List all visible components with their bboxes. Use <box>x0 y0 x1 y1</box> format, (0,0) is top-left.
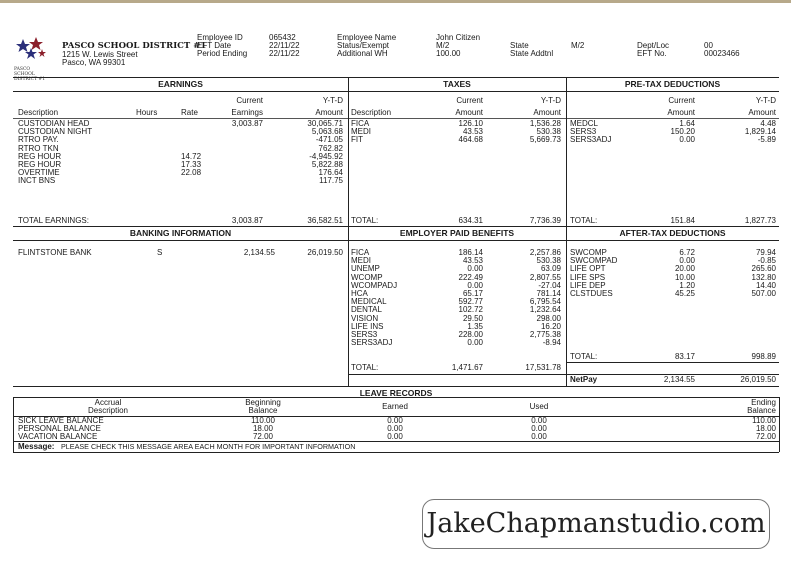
dept-loc: 00 <box>704 41 713 50</box>
list-item: UNEMP <box>351 264 380 274</box>
list-item: CUSTODIAN HEAD <box>18 119 90 128</box>
pretax-desc-col <box>570 120 611 145</box>
pretax-total-current: 151.84 <box>670 216 695 225</box>
list-item: 117.75 <box>319 176 343 186</box>
list-item: 79.94 <box>755 248 776 257</box>
list-item: 265.60 <box>751 264 776 274</box>
address-line-2: Pasco, WA 99301 <box>62 58 126 67</box>
taxes-col-current-top: Current <box>456 96 483 105</box>
list-item: 1.20 <box>679 280 695 290</box>
divider <box>779 397 780 452</box>
list-item: 16.20 <box>540 321 561 331</box>
status-value: M/2 <box>436 41 450 50</box>
leave-desc-col <box>18 417 104 442</box>
additional-wh: 100.00 <box>436 49 461 58</box>
netpay-current: 2,134.55 <box>663 375 695 384</box>
leave-col-beginning-bottom: Balance <box>248 406 278 415</box>
list-item: SERS3ADJ <box>570 135 612 145</box>
leave-title: LEAVE RECORDS <box>359 388 433 398</box>
benefits-total-current: 1,471.67 <box>451 363 483 372</box>
list-item: MEDCL <box>570 119 599 128</box>
list-item: LIFE SPS <box>570 272 606 282</box>
leave-col-beginning-top: Beginning <box>245 398 281 407</box>
col-current-top: Current <box>236 96 263 105</box>
list-item: -27.04 <box>538 280 561 290</box>
list-item: MEDICAL <box>351 297 387 307</box>
employee-id: 065432 <box>269 33 296 42</box>
list-item: 20.00 <box>674 264 695 274</box>
dept-loc-label: Dept/Loc <box>637 41 670 50</box>
taxes-col-ytd-bottom: Amount <box>533 108 561 117</box>
list-item: 530.38 <box>536 256 561 266</box>
district-logo <box>14 37 48 82</box>
aftertax-total-label: TOTAL: <box>570 352 598 361</box>
status-label: Status/Exempt <box>337 41 390 50</box>
address-line-1: 1215 W. Lewis Street <box>62 50 138 59</box>
list-item: 65.17 <box>462 288 483 298</box>
taxes-total-current: 634.31 <box>458 216 483 225</box>
pretax-col-ytd-top: Y-T-D <box>755 96 776 105</box>
divider <box>13 118 779 119</box>
list-item: LIFE DEP <box>570 280 606 290</box>
employer-benefits-title: EMPLOYER PAID BENEFITS <box>399 228 515 238</box>
divider <box>13 91 779 92</box>
banking-title: BANKING INFORMATION <box>129 228 232 238</box>
leave-col-ending-bottom: Balance <box>747 406 776 415</box>
divider <box>13 77 779 78</box>
total-earnings-label: TOTAL EARNINGS: <box>18 216 89 225</box>
table-row: 0.00 <box>531 416 547 425</box>
pretax-total-label: TOTAL: <box>570 216 598 225</box>
list-item: 1,536.28 <box>529 119 561 128</box>
list-item: SERS3ADJ <box>351 338 393 348</box>
list-item: -5.89 <box>757 135 776 145</box>
list-item: 1,232.64 <box>529 305 561 315</box>
bank-ytd: 26,019.50 <box>307 248 343 257</box>
list-item: 43.53 <box>462 127 483 137</box>
divider <box>13 226 779 227</box>
list-item: 1.64 <box>679 119 695 128</box>
list-item: FICA <box>351 119 370 128</box>
earnings-ytd-col <box>283 120 343 186</box>
list-item: 22.08 <box>181 168 202 178</box>
list-item <box>181 136 201 144</box>
col-current-bottom: Earnings <box>231 108 263 117</box>
taxes-desc-col <box>351 120 371 145</box>
col-ytd-top: Y-T-D <box>322 96 343 105</box>
divider <box>13 452 779 453</box>
list-item: MEDI <box>351 127 371 137</box>
leave-col-used: Used <box>529 402 549 411</box>
aftertax-total-current: 83.17 <box>674 352 695 361</box>
divider <box>566 362 779 363</box>
list-item: 126.10 <box>458 119 483 128</box>
list-item: 5,669.73 <box>529 135 561 145</box>
list-item: 10.00 <box>674 272 695 282</box>
list-item: 781.14 <box>536 288 561 298</box>
col-description: Description <box>18 108 59 117</box>
pretax-col-ytd-bottom: Amount <box>748 108 776 117</box>
aftertax-ytd-col <box>713 249 776 298</box>
leave-earned-col <box>355 417 435 442</box>
table-row: 110.00 <box>752 416 776 425</box>
pretax-title: PRE-TAX DEDUCTIONS <box>624 79 721 89</box>
benefits-desc-col <box>351 249 397 347</box>
pretax-current-col <box>643 120 695 145</box>
table-row: 0.00 <box>531 432 547 442</box>
list-item: 222.49 <box>458 272 483 282</box>
earnings-title: EARNINGS <box>158 79 203 89</box>
list-item: 0.00 <box>467 264 483 274</box>
leave-used-col <box>499 417 579 442</box>
table-row: 18.00 <box>755 424 776 434</box>
list-item: LIFE INS <box>351 321 384 331</box>
list-item: 762.82 <box>318 143 343 153</box>
benefits-total-ytd: 17,531.78 <box>525 363 561 372</box>
taxes-ytd-col <box>501 120 561 145</box>
aftertax-title: AFTER-TAX DEDUCTIONS <box>619 228 726 238</box>
bank-name: FLINTSTONE BANK <box>18 248 92 257</box>
eft-no-label: EFT No. <box>637 49 667 58</box>
list-item: HCA <box>351 288 368 298</box>
list-item: OVERTIME <box>18 168 60 178</box>
pretax-ytd-col <box>713 120 776 145</box>
earnings-rate-col <box>181 120 201 186</box>
district-name: PASCO SCHOOL DISTRICT #1 <box>62 41 207 51</box>
list-item: 45.25 <box>674 288 695 298</box>
period-ending-label: Period Ending <box>197 49 248 58</box>
list-item: SWCOMP <box>570 248 607 257</box>
divider <box>13 240 779 241</box>
taxes-col-description: Description <box>351 108 392 117</box>
list-item: 150.20 <box>670 127 695 137</box>
list-item: SERS3 <box>570 127 597 137</box>
employee-name: John Citizen <box>436 33 481 42</box>
list-item: MEDI <box>351 256 371 266</box>
divider <box>13 397 14 452</box>
list-item: 14.72 <box>181 151 202 161</box>
list-item: VISION <box>351 313 379 323</box>
leave-col-ending-top: Ending <box>751 398 776 407</box>
list-item: 2,775.38 <box>529 329 561 339</box>
eft-date-label: EFT Date <box>197 41 232 50</box>
taxes-total-ytd: 7,736.39 <box>529 216 561 225</box>
eft-date: 22/11/22 <box>269 41 300 50</box>
table-row: 72.00 <box>252 432 274 442</box>
leave-col-earned: Earned <box>382 402 408 411</box>
table-row: 0.00 <box>531 424 547 434</box>
earnings-desc-col <box>18 120 92 186</box>
col-ytd-bottom: Amount <box>315 108 343 117</box>
list-item: CUSTODIAN NIGHT <box>18 127 93 137</box>
list-item: -8.94 <box>542 338 561 348</box>
stars-logo-icon <box>14 37 48 67</box>
list-item: 298.00 <box>536 313 561 323</box>
list-item: 0.00 <box>679 135 695 145</box>
bank-current: 2,134.55 <box>243 248 275 257</box>
watermark: JakeChapmanstudio.com <box>422 499 770 549</box>
col-rate: Rate <box>181 108 198 117</box>
message-text: PLEASE CHECK THIS MESSAGE AREA EACH MONTH FOR IMPORTANT INFORMATION <box>61 442 356 451</box>
list-item: LIFE OPT <box>570 264 606 274</box>
taxes-total-label: TOTAL: <box>351 216 379 225</box>
list-item: CLSTDUES <box>570 288 613 298</box>
list-item: 1,829.14 <box>744 127 776 137</box>
list-item: REG HOUR <box>18 151 62 161</box>
pay-stub <box>13 33 779 453</box>
list-item: 507.00 <box>751 288 776 298</box>
period-ending: 22/11/22 <box>269 49 300 58</box>
leave-col-accrual-bottom: Description <box>87 406 128 415</box>
divider <box>348 374 779 375</box>
list-item <box>181 128 201 136</box>
list-item: 14.40 <box>755 280 776 290</box>
pretax-col-current-bottom: Amount <box>667 108 695 117</box>
top-border <box>0 0 791 3</box>
pretax-total-ytd: 1,827.73 <box>744 216 776 225</box>
list-item: -0.85 <box>757 256 776 266</box>
taxes-title: TAXES <box>443 79 471 89</box>
total-earnings-current: 3,003.87 <box>231 216 263 225</box>
list-item: 5,822.88 <box>311 159 343 169</box>
table-row: 72.00 <box>755 432 776 442</box>
netpay-ytd: 26,019.50 <box>740 375 776 384</box>
eft-no: 00023466 <box>704 49 740 58</box>
list-item: 17.33 <box>181 159 202 169</box>
total-earnings-ytd: 36,582.51 <box>307 216 343 225</box>
table-row: 18.00 <box>252 424 274 434</box>
list-item: 592.77 <box>458 297 483 307</box>
list-item: 43.53 <box>462 256 483 266</box>
taxes-col-ytd-top: Y-T-D <box>540 96 561 105</box>
list-item: 30,065.71 <box>307 119 343 128</box>
list-item: 464.68 <box>458 135 483 145</box>
list-item: FIT <box>351 135 363 145</box>
earnings-current-col <box>213 120 263 128</box>
state-addtnl-label: State Addtnl <box>510 49 554 58</box>
table-row: PERSONAL BALANCE <box>18 424 101 434</box>
list-item: RTRO PAY. <box>18 135 59 145</box>
list-item: FICA <box>351 248 370 257</box>
list-item: 228.00 <box>458 329 483 339</box>
list-item: 0.00 <box>679 256 695 266</box>
list-item: 1.35 <box>467 321 483 331</box>
list-item: -471.05 <box>315 135 343 145</box>
benefits-current-col <box>433 249 483 347</box>
list-item: SERS3 <box>351 329 378 339</box>
pretax-col-current-top: Current <box>668 96 695 105</box>
state-value: M/2 <box>571 41 585 50</box>
leave-ending-col <box>713 417 776 442</box>
list-item: 3,003.87 <box>231 119 263 128</box>
message-label: Message: <box>18 442 55 451</box>
benefits-total-label: TOTAL: <box>351 363 379 372</box>
leave-beginning-col <box>223 417 303 442</box>
list-item: 0.00 <box>467 338 483 348</box>
list-item: INCT BNS <box>18 176 56 186</box>
aftertax-desc-col <box>570 249 617 298</box>
list-item: 102.72 <box>458 305 483 315</box>
taxes-col-current-bottom: Amount <box>455 108 483 117</box>
list-item: 530.38 <box>536 127 561 137</box>
list-item: 2,807.55 <box>529 272 561 282</box>
netpay-label: NetPay <box>570 375 598 384</box>
list-item: DENTAL <box>351 305 382 315</box>
list-item: 5,063.68 <box>311 127 343 137</box>
col-hours: Hours <box>136 108 158 117</box>
bank-account-type: S <box>157 248 163 257</box>
list-item: SWCOMPAD <box>570 256 618 266</box>
table-row: VACATION BALANCE <box>18 432 98 442</box>
benefits-ytd-col <box>501 249 561 347</box>
list-item: 186.14 <box>458 248 483 257</box>
employee-name-label: Employee Name <box>337 33 397 42</box>
logo-text: PASCO SCHOOL DISTRICT #1 <box>14 67 46 82</box>
list-item <box>181 120 201 128</box>
list-item: WCOMP <box>351 272 383 282</box>
list-item: 6,795.54 <box>529 297 561 307</box>
state-label: State <box>510 41 529 50</box>
leave-col-accrual-top: Accrual <box>94 398 122 407</box>
table-row: 0.00 <box>387 424 403 434</box>
aftertax-total-ytd: 998.89 <box>751 352 776 361</box>
list-item: 176.64 <box>318 168 343 178</box>
table-row: SICK LEAVE BALANCE <box>18 416 104 425</box>
list-item: RTRO TKN <box>18 143 59 153</box>
aftertax-current-col <box>643 249 695 298</box>
divider <box>13 386 779 387</box>
list-item: 132.80 <box>751 272 776 282</box>
list-item: WCOMPADJ <box>351 280 398 290</box>
table-row: 0.00 <box>387 416 403 425</box>
additional-wh-label: Additional WH <box>337 49 388 58</box>
table-row: 0.00 <box>387 432 403 442</box>
taxes-current-col <box>433 120 483 145</box>
list-item: 29.50 <box>462 313 483 323</box>
list-item: REG HOUR <box>18 159 62 169</box>
list-item: 2,257.86 <box>529 248 561 257</box>
list-item <box>181 177 201 185</box>
employee-id-label: Employee ID <box>197 33 243 42</box>
list-item: 4.48 <box>760 119 776 128</box>
table-row: 110.00 <box>251 416 275 425</box>
list-item: 63.09 <box>540 264 561 274</box>
list-item: -4,945.92 <box>309 151 343 161</box>
list-item: 6.72 <box>679 248 695 257</box>
list-item: 0.00 <box>467 280 483 290</box>
